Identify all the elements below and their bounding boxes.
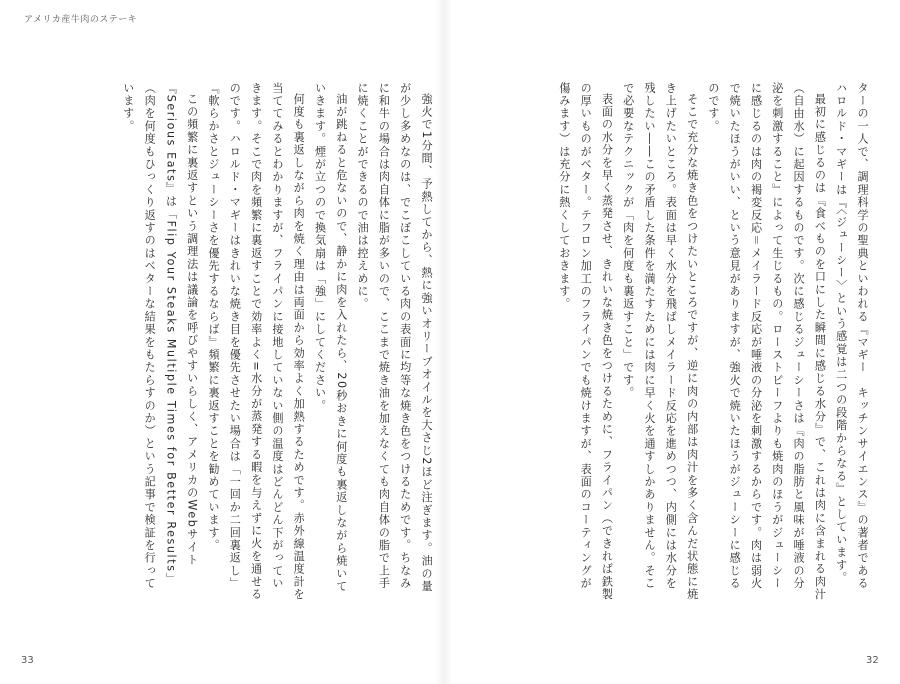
running-header: アメリカ産牛肉のステーキ <box>24 15 138 25</box>
page-number-left: 33 <box>21 655 34 666</box>
page-number-right: 32 <box>866 655 879 666</box>
left-page-body <box>17 82 437 602</box>
paragraph: 最初に感じるのは『食べものを口にした瞬間に感じる水分』で、これは肉に含まれる肉汁（自由水）に起因するものです。次に感じるジューシーさは『肉の脂肪と風味が唾液の分泌を刺激すること』によって生じるもの。ローストビーフよりも焼肉のほうがジューシーに感じるのは肉の褐変反応＝メイラード反応が唾液の分泌を刺激するからです。肉は弱火で焼いたほうがいい、という意見がありますが、強火で焼いたほうがジューシーに感じるのです。 <box>706 82 827 602</box>
paragraph: ターの一人で、調理科学の聖典といわれる『マギー キッチンサイエンス』の著者であるハロルド・マギーは『〈ジューシー〉という感覚は二つの段階からなる』としています。 <box>834 82 869 590</box>
paragraph: この頻繁に裏返すという調理法は議論を呼びやすいらしく、アメリカのWebサイト『Serious Eats』は「Flip Your Steaks Multiple Times for Better Results」（肉を何度もひっくり返すのはベターな結果をもたらすのか）という記事で検証を行っています。 <box>121 82 199 590</box>
paragraph: 何度も裏返しながら肉を焼く理由は両面から効率よく加熱するためです。赤外線温度計を当ててみるとわかりますが、フライパンに接地していない側の温度はどんどん下がっていきます。そこで肉を頻繁に裏返すことで効率よく=水分が蒸発する暇を与えずに火を通せるのです。ハロルド・マギーはきれいな焼き目を優先させたい場合は「一回か二回裏返し」『軟らかさとジューシーさを優先するならば』頻繁に裏返すことを勧めています。 <box>207 82 306 602</box>
book-gutter <box>436 0 452 684</box>
paragraph: 油が跳ねると危ないので、静かに肉を入れたら、20秒おきに何度も裏返しながら焼いていきます。煙が立つので換気扇は「強」にしてください。 <box>313 82 348 594</box>
paragraph: 強火で1分間、予熱してから、熱に強いオリーブオイルを大さじ2ほど注ぎます。油の量が少し多めなのは、でこぼこしている肉の表面に均等な焼き色をつけるためです。ちなみに和牛の場合は肉自体に脂が多いので、ここまで焼き油を加えなくても肉自体の脂で上手に焼くことができるので油は控えめに。 <box>356 82 433 594</box>
right-page-body <box>488 82 873 602</box>
paragraph: 表面の水分を早く蒸発させ、きれいな焼き色をつけるために、フライパン（できれば鉄製の厚いものがベター。テフロン加工のフライパンでも焼けますが、表面のコーティングが傷みます）は充分に熱くしておきます。 <box>557 82 614 602</box>
paragraph: そこで充分な焼き色をつけたいところですが、逆に肉の内部は肉汁を多く含んだ状態に焼き上げたいところ。表面は早く水分を飛ばしメイラード反応を進めつつ、内側には水分を残したい――この矛盾した条件を満たすためには肉に早く火を通すしかありません。そこで必要なテクニックが「肉を何度も裏返すこと」です。 <box>621 82 699 602</box>
